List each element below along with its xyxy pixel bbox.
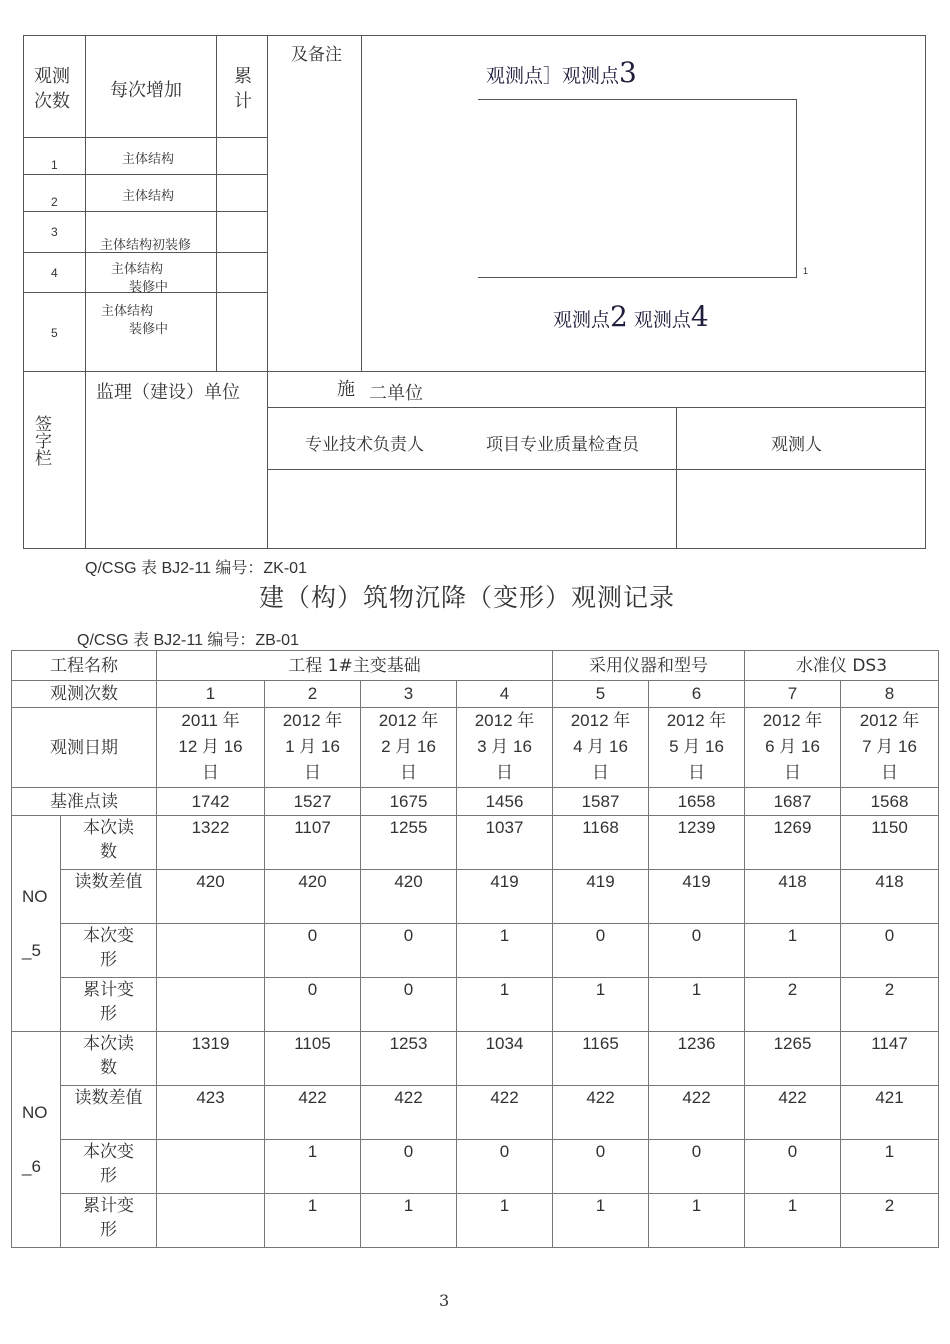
- row-1-desc: 主体结构: [122, 152, 175, 167]
- date-cell-line: 7 月 16: [862, 737, 917, 756]
- count-cell: 2: [265, 681, 361, 708]
- date-cell-line: 2 月 16: [381, 737, 436, 756]
- value-cell: 1: [553, 978, 649, 1032]
- row-label-line: 数: [100, 842, 117, 862]
- row-label-change: [61, 1140, 157, 1194]
- date-label: 观测日期: [12, 708, 157, 788]
- date-cell: [649, 708, 745, 788]
- header-increase: 每次增加: [110, 80, 182, 101]
- row-5-number: 5: [51, 326, 58, 340]
- value-cell: 419: [553, 870, 649, 924]
- construction-unit-a: 施: [337, 379, 355, 400]
- row-3-number: 3: [51, 225, 58, 239]
- date-cell: [361, 708, 457, 788]
- date-cell-line: 2012 年: [762, 711, 823, 730]
- count-cell: 5: [553, 681, 649, 708]
- point-group-label-a: NO: [22, 1102, 48, 1122]
- value-cell: 1: [841, 1140, 939, 1194]
- value-cell: 422: [361, 1086, 457, 1140]
- value-cell: 0: [361, 1140, 457, 1194]
- value-cell: 422: [649, 1086, 745, 1140]
- date-cell: [265, 708, 361, 788]
- date-cell-line: 2012 年: [474, 711, 535, 730]
- value-cell: 419: [457, 870, 553, 924]
- count-cell: 6: [649, 681, 745, 708]
- project-name-label: 工程名称: [12, 651, 157, 681]
- group-2-change-row: [12, 1140, 939, 1194]
- value-cell: 0: [457, 1140, 553, 1194]
- date-cell: [457, 708, 553, 788]
- base-cell: 1687: [745, 788, 841, 816]
- row-1-number: 1: [51, 158, 58, 172]
- value-cell: 421: [841, 1086, 939, 1140]
- row-3-desc: 主体结构初装修: [100, 238, 192, 253]
- value-cell: 1107: [265, 816, 361, 870]
- value-cell: 2: [841, 1194, 939, 1248]
- row-label-line: 形: [100, 1220, 117, 1240]
- value-cell: 1034: [457, 1032, 553, 1086]
- base-row: [12, 788, 939, 816]
- value-cell: 1165: [553, 1032, 649, 1086]
- base-cell: 1587: [553, 788, 649, 816]
- date-cell-line: 6 月 16: [765, 737, 820, 756]
- row-label-reading: [61, 816, 157, 870]
- date-cell-line: 日: [304, 763, 321, 782]
- header-remarks: 及备注: [291, 45, 342, 65]
- base-cell: 1675: [361, 788, 457, 816]
- value-cell: 1: [457, 978, 553, 1032]
- point-group-label: [12, 816, 61, 1032]
- value-cell: 0: [265, 978, 361, 1032]
- base-cell: 1456: [457, 788, 553, 816]
- value-cell: 1265: [745, 1032, 841, 1086]
- value-cell: 0: [265, 924, 361, 978]
- date-cell-line: 2012 年: [666, 711, 727, 730]
- row-label-line: 本次变: [83, 1142, 134, 1162]
- value-cell: 1150: [841, 816, 939, 870]
- value-cell: 1: [457, 924, 553, 978]
- count-cell: 3: [361, 681, 457, 708]
- row-label-line: 形: [100, 1004, 117, 1024]
- header-cumulative: 累 计: [234, 66, 252, 112]
- value-cell: 1: [553, 1194, 649, 1248]
- group-1-reading-row: [12, 816, 939, 870]
- instrument-value: 水准仪 DS3: [745, 651, 939, 681]
- date-cell-line: 5 月 16: [669, 737, 724, 756]
- form-code-zb: Q/CSG 表 BJ2-11 编号：ZB-01: [77, 632, 299, 649]
- row-2-number: 2: [51, 195, 58, 209]
- row-2-desc: 主体结构: [122, 189, 175, 204]
- value-cell: 1236: [649, 1032, 745, 1086]
- value-cell: 1: [745, 924, 841, 978]
- value-cell: 0: [649, 1140, 745, 1194]
- row-label-line: 形: [100, 1166, 117, 1186]
- value-cell: 418: [841, 870, 939, 924]
- sign-section-label: 签字栏: [31, 415, 51, 466]
- row-label-line: 本次变: [83, 926, 134, 946]
- value-cell: 420: [265, 870, 361, 924]
- value-cell: 1: [649, 1194, 745, 1248]
- date-cell-line: 3 月 16: [477, 737, 532, 756]
- row-4-desc-b: 装修中: [129, 280, 169, 295]
- date-cell-line: 日: [784, 763, 801, 782]
- date-cell: [841, 708, 939, 788]
- value-cell: 1: [265, 1194, 361, 1248]
- base-cell: 1568: [841, 788, 939, 816]
- value-cell: 2: [841, 978, 939, 1032]
- row-label-line: 本次读: [83, 818, 134, 838]
- value-cell: 1253: [361, 1032, 457, 1086]
- value-cell: 1105: [265, 1032, 361, 1086]
- count-cell: 1: [157, 681, 265, 708]
- value-cell: 0: [841, 924, 939, 978]
- value-cell: 0: [649, 924, 745, 978]
- date-cell-line: 2012 年: [378, 711, 439, 730]
- date-cell-line: 2012 年: [859, 711, 920, 730]
- value-cell: 1255: [361, 816, 457, 870]
- tech-lead-label: 专业技术负责人: [305, 435, 424, 455]
- point-group-label: [12, 1032, 61, 1248]
- value-cell: 1269: [745, 816, 841, 870]
- row-label-diff: 读数差值: [61, 870, 157, 924]
- value-cell: 420: [157, 870, 265, 924]
- value-cell: 0: [361, 978, 457, 1032]
- date-cell-line: 12 月 16: [178, 737, 243, 756]
- observer-label: 观测人: [771, 435, 822, 455]
- value-cell: 2: [745, 978, 841, 1032]
- value-cell: 422: [553, 1086, 649, 1140]
- row-label-diff: 读数差值: [61, 1086, 157, 1140]
- group-1-change-row: [12, 924, 939, 978]
- value-cell: 420: [361, 870, 457, 924]
- date-cell-line: 日: [592, 763, 609, 782]
- date-cell-line: 2012 年: [282, 711, 343, 730]
- date-cell: [745, 708, 841, 788]
- value-cell: 1168: [553, 816, 649, 870]
- value-cell: 0: [553, 924, 649, 978]
- date-cell: [553, 708, 649, 788]
- supervisor-unit: 监理（建设）单位: [96, 382, 240, 403]
- value-cell: 1: [745, 1194, 841, 1248]
- value-cell: 0: [361, 924, 457, 978]
- row-5-desc-b: 装修中: [129, 322, 169, 337]
- value-cell: [157, 1140, 265, 1194]
- group-1-cum-row: [12, 978, 939, 1032]
- value-cell: 1239: [649, 816, 745, 870]
- count-cell: 4: [457, 681, 553, 708]
- value-cell: 423: [157, 1086, 265, 1140]
- date-cell-line: 2011 年: [181, 711, 240, 730]
- value-cell: 1: [265, 1140, 361, 1194]
- construction-unit-b: 二单位: [369, 383, 423, 404]
- row-5-desc-a: 主体结构: [101, 304, 154, 319]
- header-count: 观测 次数: [34, 66, 70, 112]
- group-2-diff-row: [12, 1086, 939, 1140]
- record-title: 建（构）筑物沉降（变形）观测记录: [259, 583, 676, 612]
- qc-inspector-label: 项目专业质量检查员: [486, 435, 639, 455]
- date-cell-line: 4 月 16: [573, 737, 628, 756]
- row-label-line: 数: [100, 1058, 117, 1078]
- value-cell: 0: [553, 1140, 649, 1194]
- date-cell-line: 2012 年: [570, 711, 631, 730]
- page-number: 3: [439, 1291, 450, 1310]
- value-cell: [157, 924, 265, 978]
- value-cell: 1037: [457, 816, 553, 870]
- value-cell: 422: [265, 1086, 361, 1140]
- value-cell: [157, 1194, 265, 1248]
- group-1-diff-row: [12, 870, 939, 924]
- value-cell: 419: [649, 870, 745, 924]
- value-cell: 1: [361, 1194, 457, 1248]
- project-name-value: 工程 1#主变基础: [157, 651, 553, 681]
- value-cell: 422: [457, 1086, 553, 1140]
- date-cell-line: 日: [400, 763, 417, 782]
- date-cell-line: 日: [688, 763, 705, 782]
- row-label-cum: [61, 978, 157, 1032]
- row-4-number: 4: [51, 266, 58, 280]
- point-group-label-a: NO: [22, 886, 48, 906]
- value-cell: 1: [457, 1194, 553, 1248]
- point-group-label-b: _6: [22, 1156, 41, 1176]
- point-group-label-b: _5: [22, 940, 41, 960]
- form-code-zk: Q/CSG 表 BJ2-11 编号：ZK-01: [85, 560, 307, 577]
- date-row: [12, 708, 939, 788]
- diagram-top-label: 观测点］观测点3: [486, 56, 637, 89]
- date-cell-line: 日: [881, 763, 898, 782]
- row-label-change: [61, 924, 157, 978]
- row-4-desc-a: 主体结构: [111, 262, 164, 277]
- row-label-line: 本次读: [83, 1034, 134, 1054]
- group-2-reading-row: [12, 1032, 939, 1086]
- base-cell: 1742: [157, 788, 265, 816]
- row-label-line: 形: [100, 950, 117, 970]
- settlement-record-table: [11, 650, 939, 1248]
- building-outline-bottom: [478, 277, 797, 278]
- value-cell: 1319: [157, 1032, 265, 1086]
- row-label-line: 累计变: [83, 1196, 134, 1216]
- value-cell: 418: [745, 870, 841, 924]
- diagram-bottom-label: 观测点2 观测点4: [553, 300, 709, 333]
- value-cell: 0: [745, 1140, 841, 1194]
- date-cell-line: 日: [496, 763, 513, 782]
- date-cell-line: 日: [202, 763, 219, 782]
- date-cell-line: 1 月 16: [285, 737, 340, 756]
- instrument-label: 采用仪器和型号: [553, 651, 745, 681]
- count-label: 观测次数: [12, 681, 157, 708]
- row-label-reading: [61, 1032, 157, 1086]
- date-cell: [157, 708, 265, 788]
- row-label-line: 累计变: [83, 980, 134, 1000]
- value-cell: [157, 978, 265, 1032]
- group-2-cum-row: [12, 1194, 939, 1248]
- row-label-cum: [61, 1194, 157, 1248]
- building-outline-top: [478, 99, 797, 100]
- base-cell: 1658: [649, 788, 745, 816]
- base-cell: 1527: [265, 788, 361, 816]
- count-cell: 7: [745, 681, 841, 708]
- building-outline-right: [796, 99, 797, 277]
- count-cell: 8: [841, 681, 939, 708]
- value-cell: 422: [745, 1086, 841, 1140]
- value-cell: 1322: [157, 816, 265, 870]
- base-label: 基准点读: [12, 788, 157, 816]
- value-cell: 1: [649, 978, 745, 1032]
- value-cell: 1147: [841, 1032, 939, 1086]
- corner-mark: 1: [803, 266, 809, 276]
